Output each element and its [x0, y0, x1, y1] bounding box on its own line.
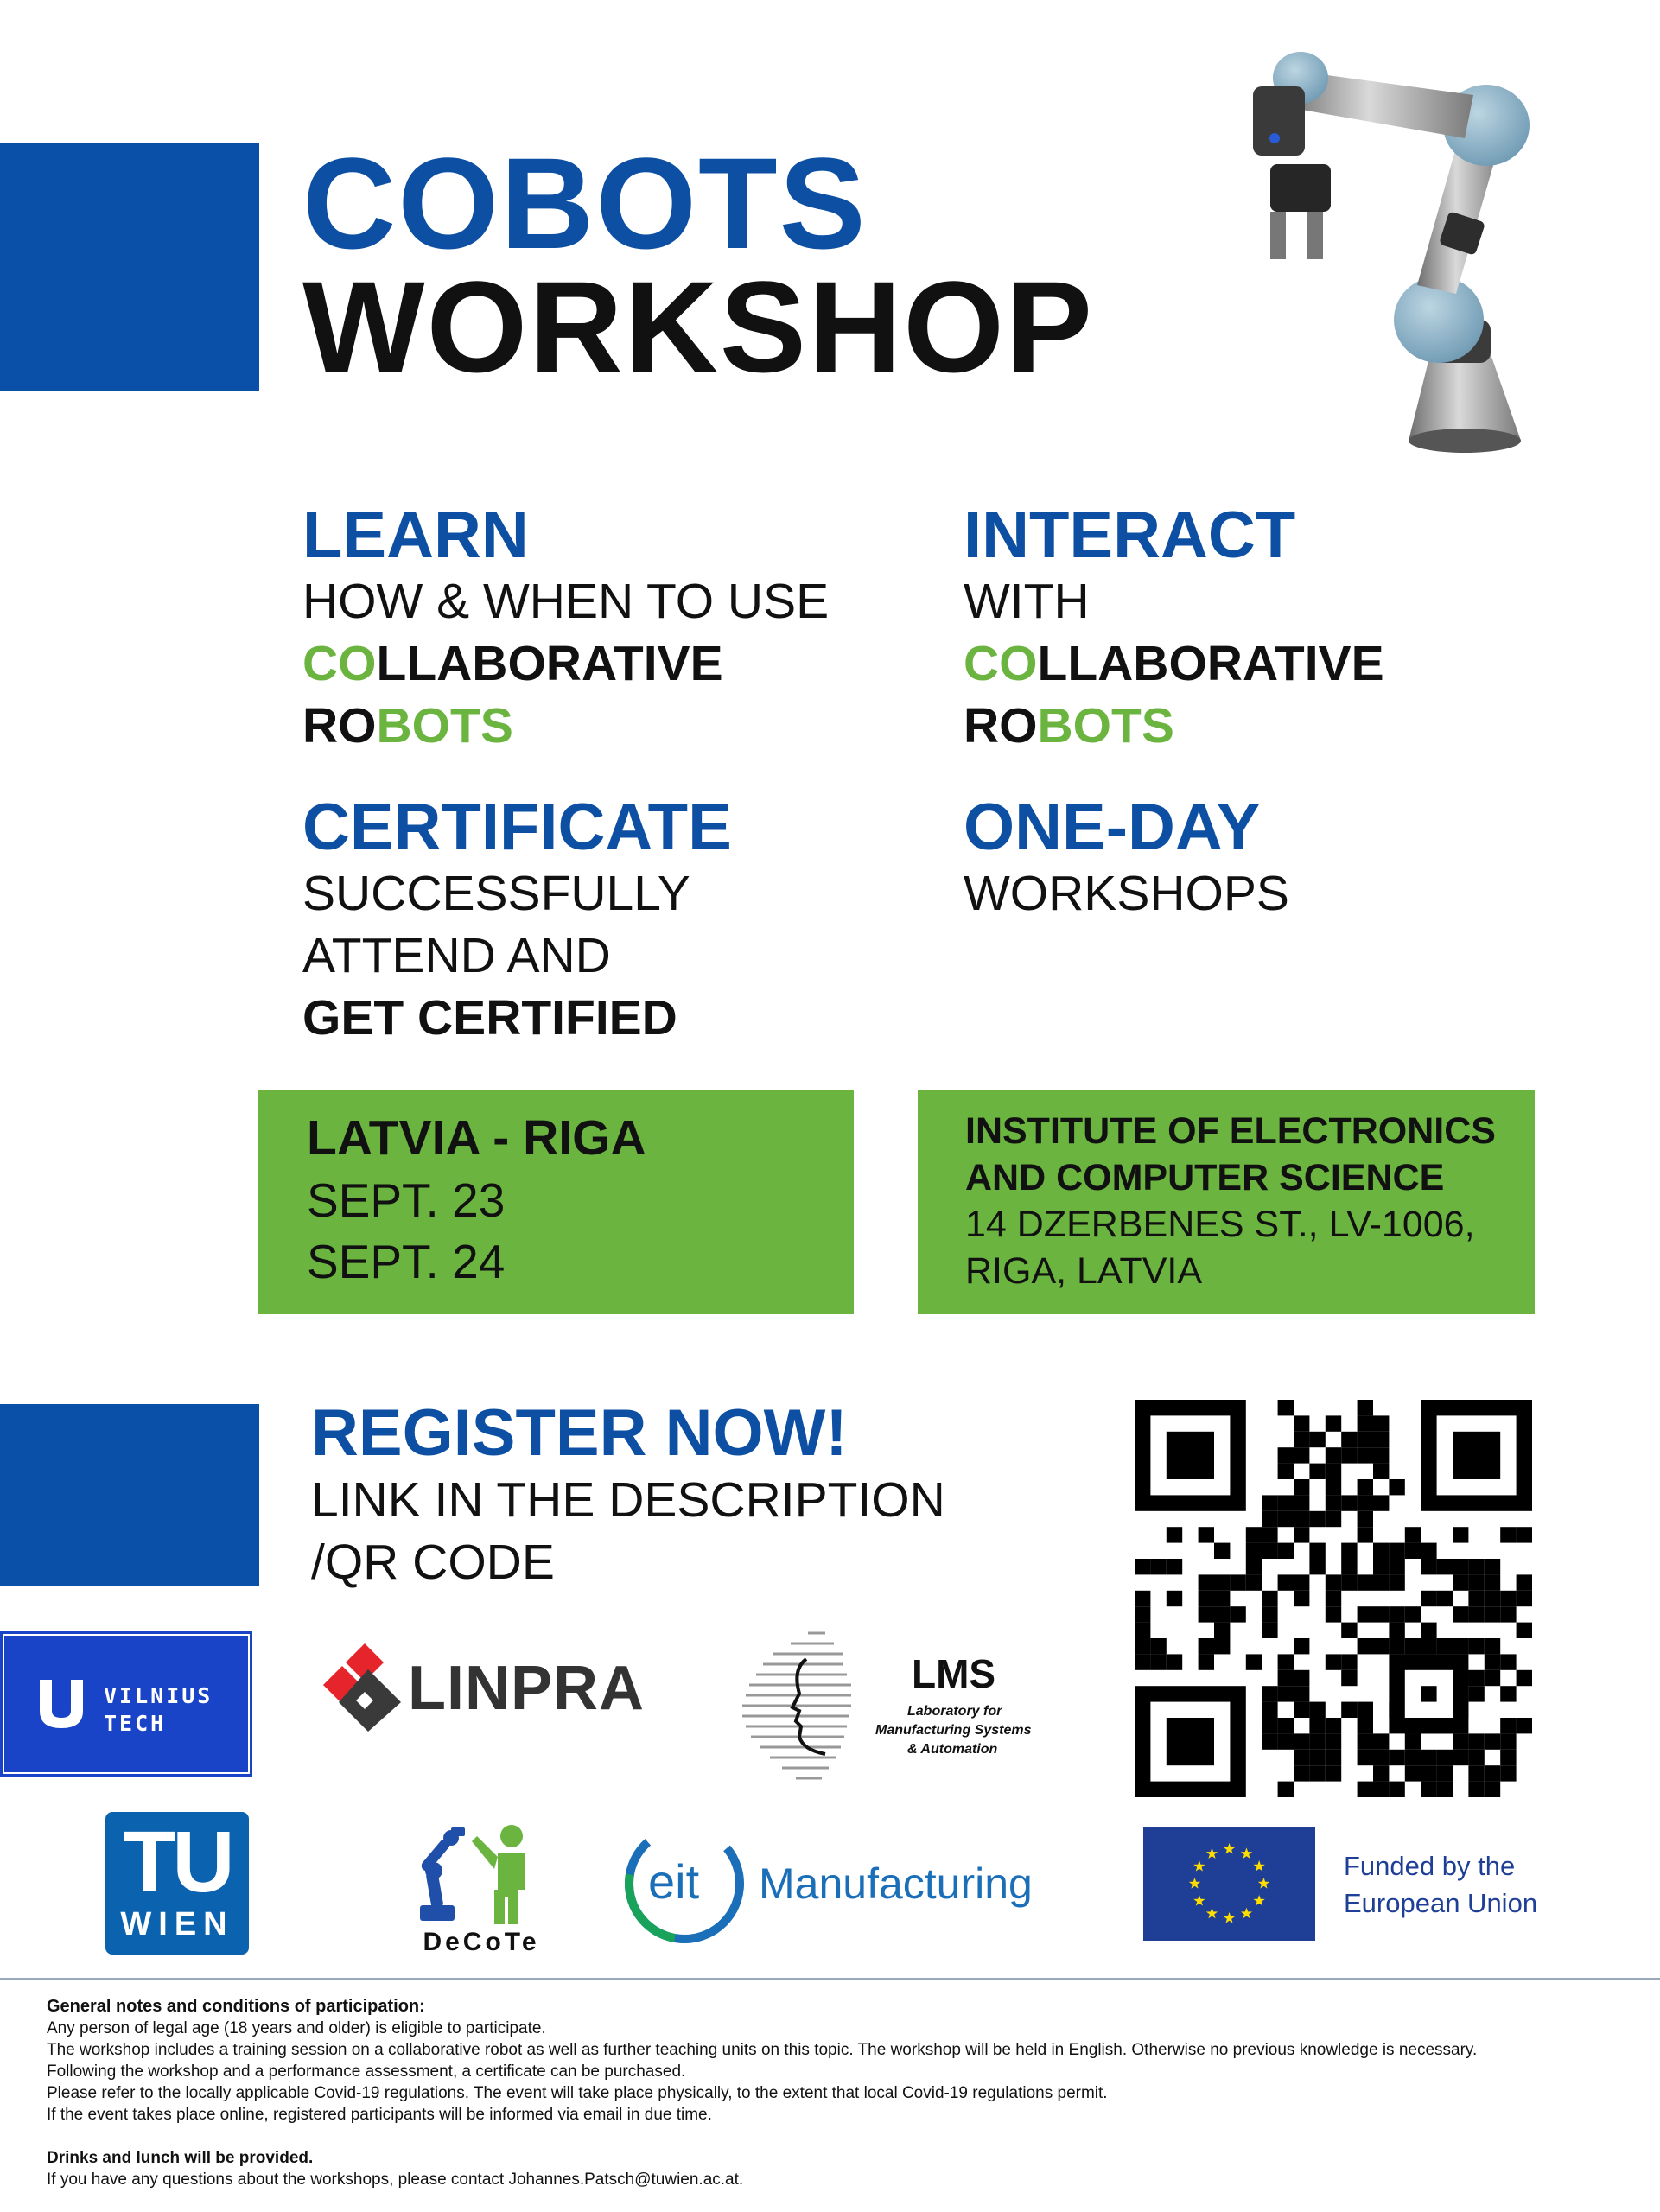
notes-contact: If you have any questions about the workshops, please contact Johannes.Patsch@tuwien.ac.at.: [47, 2171, 744, 2189]
location-title: LATVIA - RIGA: [307, 1110, 646, 1166]
header-blue-block: [0, 143, 259, 391]
venue-line1: INSTITUTE OF ELECTRONICS: [965, 1110, 1496, 1152]
interact-line1: WITH: [964, 574, 1090, 629]
eu-flag: [1143, 1827, 1315, 1941]
certificate-line1: SUCCESSFULLY: [302, 866, 690, 921]
decote-text: DeCoTe: [423, 1928, 540, 1956]
eu-line2: European Union: [1344, 1888, 1538, 1918]
title-workshop: WORKSHOP: [302, 254, 1094, 399]
interact-heading: INTERACT: [964, 499, 1296, 572]
cobot-arm-image: [1205, 35, 1534, 458]
oneday-section: [964, 793, 1568, 925]
notes-heading: General notes and conditions of participation:: [47, 1997, 425, 2016]
register-heading: REGISTER NOW!: [311, 1396, 848, 1470]
lms-face-icon: [739, 1624, 868, 1789]
vilnius-tech-emblem-icon: [36, 1676, 86, 1732]
linpra-diamond-icon: [321, 1642, 408, 1733]
title-cobots: COBOTS: [302, 130, 868, 276]
oneday-heading: ONE-DAY: [964, 791, 1261, 864]
vilnius-tech-line1: VILNIUS: [104, 1683, 213, 1708]
notes-line-1: Any person of legal age (18 years and older) is eligible to participate.: [47, 2019, 546, 2037]
register-section: [311, 1398, 1020, 1593]
lms-title: LMS: [912, 1651, 996, 1696]
linpra-text: LINPRA: [408, 1654, 645, 1723]
interact-bots: BOTS: [1037, 698, 1174, 753]
learn-llaborative: LLABORATIVE: [376, 636, 723, 691]
learn-bots: BOTS: [376, 698, 513, 753]
tu-wien-top: TU: [123, 1814, 232, 1910]
notes-section: [47, 1996, 1637, 2190]
learn-ro: RO: [302, 698, 377, 753]
eit-manufacturing-logo: [622, 1821, 1080, 1947]
vilnius-tech-line2: TECH: [104, 1711, 167, 1736]
notes-line-2: The workshop includes a training session on a collaborative robot as well as further teaching units on this topic. The workshop will be held in English. Otherwise no previous knowledge is necessary.: [47, 2041, 1478, 2059]
interact-section: [964, 501, 1612, 757]
register-blue-block: [0, 1404, 259, 1586]
eu-stars-icon: [1143, 1827, 1315, 1941]
address-line2: RIGA, LATVIA: [965, 1250, 1202, 1292]
lms-sub3: & Automation: [907, 1742, 998, 1757]
date-2: SEPT. 24: [307, 1235, 506, 1288]
register-line1: LINK IN THE DESCRIPTION: [311, 1472, 945, 1528]
notes-divider: [0, 1978, 1660, 1980]
date-1: SEPT. 23: [307, 1173, 506, 1227]
eit-manufacturing-text: Manufacturing: [759, 1859, 1033, 1908]
lms-logo: [739, 1624, 1050, 1789]
certificate-heading: CERTIFICATE: [302, 791, 732, 864]
notes-line-3: Following the workshop and a performance assessment, a certificate can be purchased.: [47, 2063, 686, 2081]
learn-co: CO: [302, 636, 377, 691]
venue-line2: AND COMPUTER SCIENCE: [965, 1157, 1445, 1198]
learn-heading: LEARN: [302, 499, 529, 572]
decote-robot-person-icon: [408, 1819, 555, 1927]
lms-sub1: Laboratory for: [907, 1704, 1002, 1719]
oneday-line1: WORKSHOPS: [964, 866, 1289, 921]
date-box: [258, 1090, 854, 1314]
eit-text: eit: [648, 1854, 700, 1909]
registration-qr-code[interactable]: [1135, 1400, 1532, 1797]
tu-wien-logo: [105, 1812, 249, 1955]
eu-line1: Funded by the: [1344, 1851, 1516, 1881]
address-line1: 14 DZERBENES ST., LV-1006,: [965, 1204, 1475, 1245]
learn-section: [302, 501, 907, 757]
certificate-line2: ATTEND AND: [302, 928, 611, 983]
linpra-logo: [321, 1642, 650, 1737]
venue-box: [918, 1090, 1535, 1314]
tu-wien-bottom: WIEN: [120, 1906, 234, 1942]
certificate-section: [302, 793, 907, 1049]
learn-line1: HOW & WHEN TO USE: [302, 574, 830, 629]
notes-line-5: If the event takes place online, registered participants will be informed via email in due time.: [47, 2106, 712, 2124]
decote-logo: [408, 1819, 555, 1961]
notes-drinks: Drinks and lunch will be provided.: [47, 2149, 314, 2167]
lms-sub2: Manufacturing Systems: [875, 1723, 1032, 1738]
interact-llaborative: LLABORATIVE: [1037, 636, 1384, 691]
vilnius-tech-logo: [0, 1631, 252, 1777]
interact-co: CO: [964, 636, 1038, 691]
notes-line-4: Please refer to the locally applicable Covid-19 regulations. The event will take place physically, to the extent that local Covid-19 regulations permit.: [47, 2084, 1108, 2102]
interact-ro: RO: [964, 698, 1038, 753]
register-line2: /QR CODE: [311, 1535, 555, 1590]
certificate-line3: GET CERTIFIED: [302, 990, 677, 1046]
